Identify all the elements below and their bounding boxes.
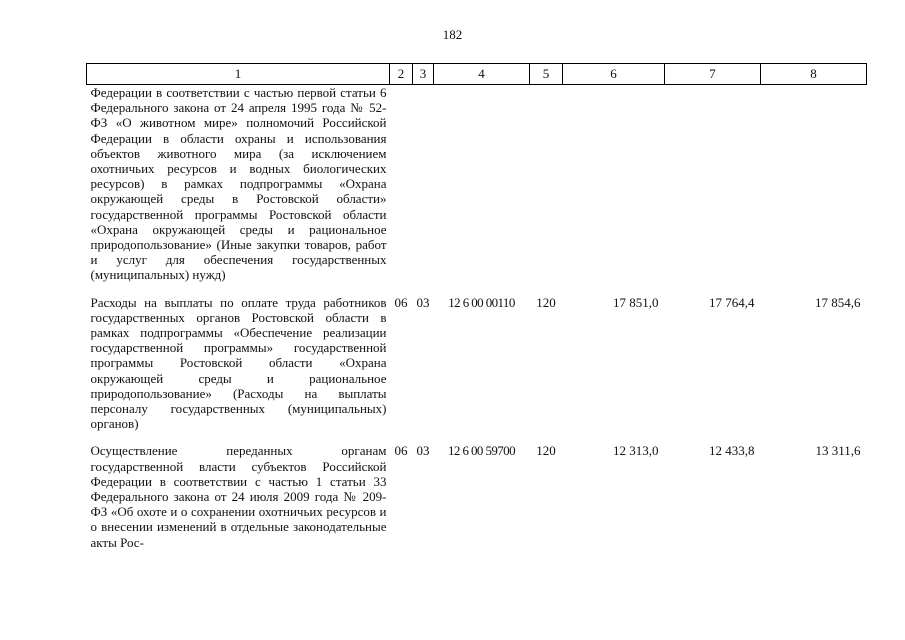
row-amount-year-3 (761, 85, 867, 295)
row-expense-type (530, 85, 563, 295)
table-row (87, 85, 867, 295)
column-header-6: 6 (563, 64, 665, 85)
row-subsection: 03 (416, 443, 430, 459)
row-amount-year-2: 17 764,4 (709, 294, 755, 310)
table-row (87, 295, 867, 444)
row-amount-year-1: 12 313,0 (613, 443, 659, 459)
column-header-4: 4 (434, 64, 530, 85)
table-header-row (87, 64, 867, 85)
column-header-1: 1 (87, 64, 390, 85)
column-header-3: 3 (413, 64, 434, 85)
page-number: 182 (442, 27, 463, 42)
row-target-code (434, 85, 530, 295)
row-target-code: 12 6 00 59700 (448, 443, 515, 459)
row-amount-year-2 (665, 85, 761, 295)
row-amount-year-3: 17 854,6 (815, 294, 861, 310)
row-expense-type: 120 (536, 443, 556, 459)
row-description: Расходы на выплаты по оплате труда работников государственных органов Ростовской области в рамках подпрограммы «Обеспечение реализации государственной программы» государственной программы Ростовской области «Охрана окружающей среды и рациональное природопользование» (Расходы на выплаты персоналу государственных (муниципальных) органов) (90, 294, 387, 432)
row-section (390, 85, 413, 295)
row-amount-year-1: 17 851,0 (613, 294, 659, 310)
budget-table (86, 63, 867, 562)
row-description: Федерации в соответствии с частью первой статьи 6 Федерального закона от 24 апреля 1995 года № 52-ФЗ «О животном мире» полномочий Российской Федерации в области охраны и использования объектов животного мира (за исключением охотничьих ресурсов и водных биологических ресурсов) в рамках подпрограммы «Охрана окружающей среды в Ростовской области» государственной программы Ростовской области «Охрана окружающей среды и рациональное природопользование» (Иные закупки товаров, работ и услуг для обеспечения государственных (муниципальных) нужд) (90, 85, 387, 283)
column-header-7: 7 (665, 64, 761, 85)
column-header-2: 2 (390, 64, 413, 85)
row-subsection (413, 85, 434, 295)
row-amount-year-3: 13 311,6 (815, 443, 861, 459)
column-header-8: 8 (761, 64, 867, 85)
row-amount-year-1 (563, 85, 665, 295)
row-subsection: 03 (416, 294, 430, 310)
row-expense-type: 120 (536, 294, 556, 310)
row-target-code: 12 6 00 00110 (448, 294, 515, 310)
column-header-5: 5 (530, 64, 563, 85)
row-section: 06 (394, 294, 408, 310)
row-section: 06 (394, 443, 408, 459)
row-description: Осуществление переданных органам государственной власти субъектов Российской Федерации в соответствии с частью 1 статьи 33 Федерального закона от 24 июля 2009 года № 209-ФЗ «Об охоте и о сохранении охотничьих ресурсов и о внесении изменений в отдельные законодательные акты Рос- (90, 443, 387, 550)
row-amount-year-2: 12 433,8 (709, 443, 755, 459)
table-row (87, 443, 867, 561)
